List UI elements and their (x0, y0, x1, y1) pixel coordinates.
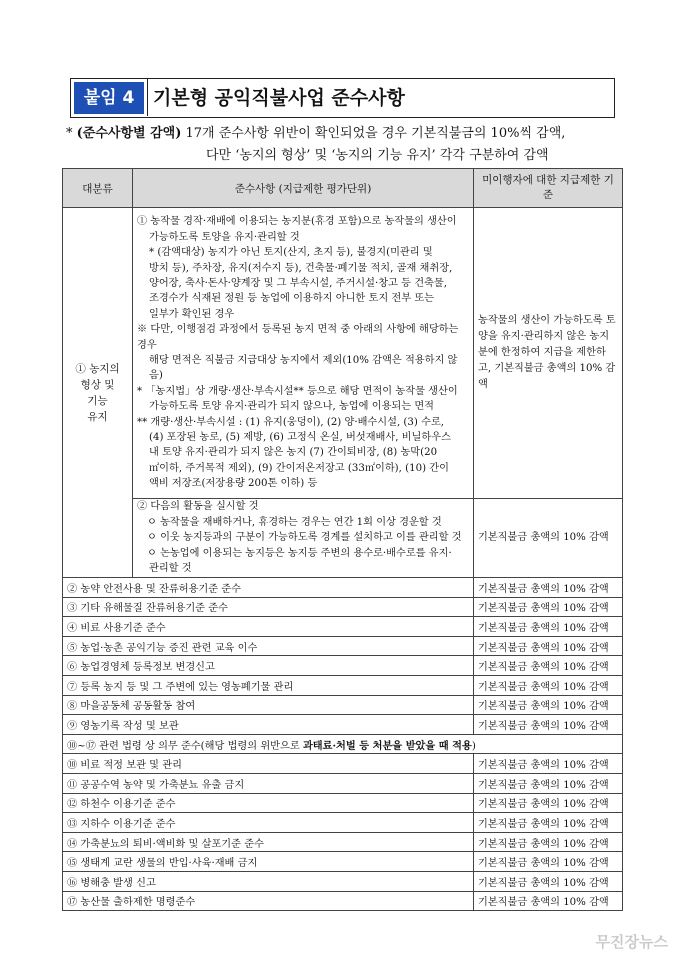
requirement-cell: ⑩ 비료 적정 보관 및 관리 (63, 754, 474, 774)
table-row (63, 871, 623, 891)
requirement-block-1 (133, 208, 474, 499)
header-criteria: 미이행자에 대한 지급제한 기준 (474, 169, 623, 208)
table-row (63, 793, 623, 813)
text-line: 방치 등), 주차장, 유지(저수지 등), 건축물·폐기물 적치, 골재 채취장, (149, 262, 453, 274)
table-row (63, 656, 623, 676)
note-line-1 (66, 122, 565, 141)
text-line: 가능하도록 토양 유지·관리가 되지 않으나, 농업에 이용되는 면적 (149, 401, 435, 413)
category-line: 기능 (87, 394, 108, 407)
watermark-logo: 무진장뉴스 (595, 933, 668, 951)
text-line: ㅇ 논농업에 이용되는 농지등은 농지등 주변의 용수로·배수로를 유지· (147, 547, 452, 559)
header-requirement: 준수사항 (지급제한 평가단위) (133, 169, 474, 208)
text-line: ㅇ 이웃 농지등과의 구분이 가능하도록 경계를 설치하고 이를 관리할 것 (147, 532, 462, 544)
criteria-block-2: 기본직불금 총액의 10% 감액 (474, 499, 623, 578)
table-row (63, 675, 623, 695)
table-row (63, 636, 623, 656)
table-row (63, 715, 623, 735)
criteria-block-1: 농작물의 생산이 가능하도록 토양을 유지·관리하지 않은 농지분에 한정하여 지급을 제한하고, 기본직불금 총액의 10% 감액 (474, 208, 623, 499)
requirement-cell: ④ 비료 사용기준 준수 (63, 617, 474, 637)
requirement-cell: ⑧ 마을공동체 공동활동 참여 (63, 695, 474, 715)
text-line: ㎡이하, 주거목적 제외), (9) 간이저온저장고 (33㎡이하), (10) 간이 (149, 462, 449, 474)
table-row-block1 (63, 208, 623, 499)
text-line: 관리할 것 (149, 563, 192, 575)
text-line: 액비 저장조(저장용량 200톤 이하) 등 (149, 478, 318, 490)
requirement-cell: ⑬ 지하수 이용기준 준수 (63, 813, 474, 833)
requirement-cell: ⑭ 가축분뇨의 퇴비·액비화 및 살포기준 준수 (63, 832, 474, 852)
title-divider (147, 78, 148, 116)
table-span-row (63, 734, 623, 754)
table-row (63, 754, 623, 774)
note-rest: 17개 준수사항 위반이 확인되었을 경우 기본직불금의 10%씩 감액, (181, 126, 566, 141)
criteria-cell: 기본직불금 총액의 10% 감액 (474, 675, 623, 695)
text-line: 해당 면적은 직불금 지급대상 농지에서 제외(10% 감액은 적용하지 않음) (149, 355, 458, 382)
compliance-table (62, 168, 623, 911)
criteria-cell: 기본직불금 총액의 10% 감액 (474, 656, 623, 676)
span-bold: 과태료·처벌 등 처분을 받았을 때 적용 (302, 739, 472, 752)
note-bold: (준수사항별 감액) (76, 126, 182, 141)
text-line: * (감액대상) 농지가 아닌 토지(산지, 초지 등), 불경지(미관리 및 (149, 247, 433, 259)
attachment-tag: 붙임 4 (74, 82, 144, 114)
category-line: ① 농지의 (75, 362, 120, 375)
text-line: ① 농작물 경작·재배에 이용되는 농지분(휴경 포함)으로 농작물의 생산이 (137, 216, 457, 228)
category-cell (63, 208, 133, 578)
criteria-cell: 기본직불금 총액의 10% 감액 (474, 852, 623, 872)
requirement-cell: ⑥ 농업경영체 등록정보 변경신고 (63, 656, 474, 676)
requirement-block-2 (133, 499, 474, 578)
text-line: 가능하도록 토양을 유지·관리할 것 (149, 231, 300, 243)
text-line: 양어장, 축사·돈사·양계장 및 그 부속시설, 주거시설·창고 등 건축물, (149, 277, 447, 289)
page-title: 기본형 공익직불사업 준수사항 (153, 87, 405, 109)
requirement-cell: ② 농약 안전사용 및 잔류허용기준 준수 (63, 578, 474, 598)
table-row (63, 773, 623, 793)
criteria-cell: 기본직불금 총액의 10% 감액 (474, 695, 623, 715)
table-header-row (63, 169, 623, 208)
table-row (63, 891, 623, 911)
category-line: 형상 및 (80, 378, 115, 391)
criteria-cell: 기본직불금 총액의 10% 감액 (474, 891, 623, 911)
requirement-cell: ⑨ 영농기록 작성 및 보관 (63, 715, 474, 735)
span-suffix: ) (471, 740, 476, 752)
text-line: * 「농지법」상 개량·생산·부속시설** 등으로 해당 면적이 농작물 생산이 (137, 385, 458, 397)
criteria-cell: 기본직불금 총액의 10% 감액 (474, 813, 623, 833)
table-row (63, 597, 623, 617)
text-line: 일부가 확인된 경우 (149, 308, 235, 320)
requirement-cell: ③ 기타 유해물질 잔류허용기준 준수 (63, 597, 474, 617)
criteria-cell: 기본직불금 총액의 10% 감액 (474, 773, 623, 793)
requirement-cell: ⑫ 하천수 이용기준 준수 (63, 793, 474, 813)
note-line-2: 다만 ‘농지의 형상’ 및 ‘농지의 기능 유지’ 각각 구분하여 감액 (206, 148, 549, 163)
header-category: 대분류 (63, 169, 133, 208)
text-line: ㅇ 농작물을 재배하거나, 휴경하는 경우는 연간 1회 이상 경운할 것 (147, 516, 442, 528)
requirement-cell: ⑯ 병해충 발생 신고 (63, 871, 474, 891)
table-row-block2 (63, 499, 623, 578)
note-prefix: * (66, 126, 77, 141)
table-row (63, 695, 623, 715)
criteria-cell: 기본직불금 총액의 10% 감액 (474, 617, 623, 637)
criteria-cell: 기본직불금 총액의 10% 감액 (474, 636, 623, 656)
table-row (63, 813, 623, 833)
table-row (63, 617, 623, 637)
criteria-cell: 기본직불금 총액의 10% 감액 (474, 871, 623, 891)
criteria-cell: 기본직불금 총액의 10% 감액 (474, 578, 623, 598)
text-line: 내 토양 유지·관리가 되지 않은 농지 (7) 간이퇴비장, (8) 농막(20 (149, 447, 438, 459)
criteria-cell: 기본직불금 총액의 10% 감액 (474, 715, 623, 735)
table-row (63, 832, 623, 852)
requirement-cell: ⑪ 공공수역 농약 및 가축분뇨 유출 금지 (63, 773, 474, 793)
text-line: ** 개량·생산·부속시설 : (1) 유지(웅덩이), (2) 양·배수시설, (3) 수로, (137, 416, 445, 428)
table-row (63, 578, 623, 598)
requirement-cell: ⑤ 농업·농촌 공익기능 증진 관련 교육 이수 (63, 636, 474, 656)
criteria-cell: 기본직불금 총액의 10% 감액 (474, 793, 623, 813)
criteria-cell: 기본직불금 총액의 10% 감액 (474, 597, 623, 617)
text-line: (4) 포장된 농로, (5) 제방, (6) 고정식 온실, 버섯재배사, 비닐하우스 (149, 432, 451, 444)
law-obligation-cell (63, 734, 623, 754)
criteria-cell: 기본직불금 총액의 10% 감액 (474, 754, 623, 774)
category-line: 유지 (87, 410, 108, 423)
text-line: 조경수가 식재된 정원 등 농업에 이용하지 아니한 토지 전부 또는 (149, 293, 435, 305)
requirement-cell: ⑦ 등록 농지 등 및 그 주변에 있는 영농폐기물 관리 (63, 675, 474, 695)
span-prefix: ⑩~⑰ 관련 법령 상 의무 준수(해당 법령의 위반으로 (67, 740, 303, 752)
text-line: ※ 다만, 이행점검 과정에서 등록된 농지 면적 중 아래의 사항에 해당하는 경우 (137, 324, 459, 351)
table-row (63, 852, 623, 872)
requirement-cell: ⑰ 농산물 출하제한 명령준수 (63, 891, 474, 911)
criteria-cell: 기본직불금 총액의 10% 감액 (474, 832, 623, 852)
text-line: ② 다음의 활동을 실시할 것 (137, 501, 259, 513)
requirement-cell: ⑮ 생태계 교란 생물의 반입·사육·재배 금지 (63, 852, 474, 872)
